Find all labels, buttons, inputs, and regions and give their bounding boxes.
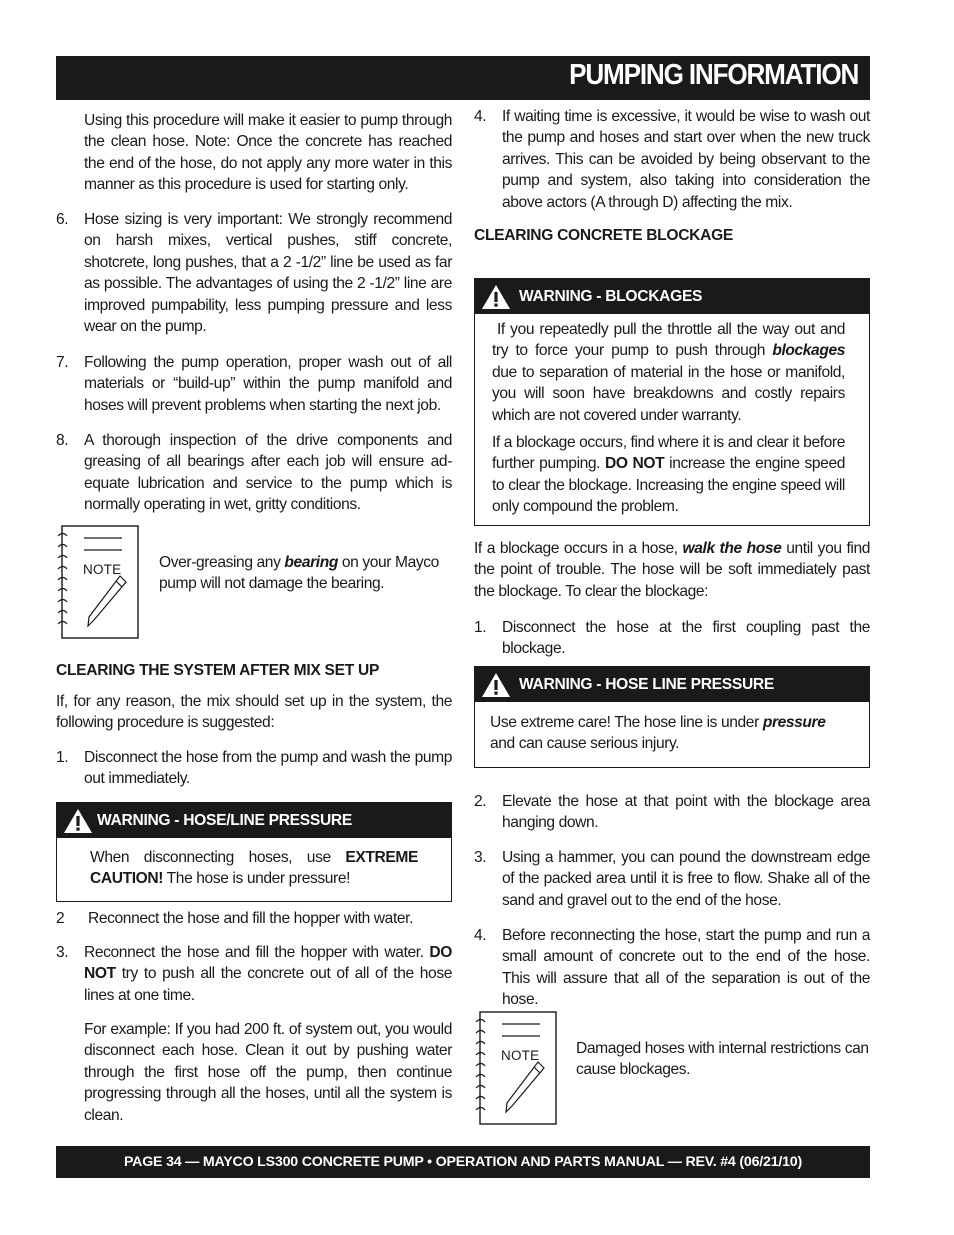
note-label: NOTE <box>83 562 122 577</box>
note-icon <box>56 524 140 640</box>
warning-header: WARNING - BLOCKAGES <box>475 279 869 314</box>
warning-box <box>56 802 452 902</box>
paragraph: For example: If you had 200 ft. of system out, you would disconnect each hose. Clean it out by pushing water through the first hose off the pump, then continue progressing through all the hoses, until all the system is clean. <box>84 1021 452 1124</box>
note-text: Over-greasing any bearing on your Mayco pump will not damage the bearing. <box>159 554 439 593</box>
section-heading: CLEARING CONCRETE BLOCKAGE <box>474 227 734 244</box>
paragraph: If a blockage occurs in a hose, walk the hose until you find the point of trouble. The hose will be soft immediately past the blockage. To clear the blockage: <box>474 540 870 600</box>
footer: PAGE 34 — MAYCO LS300 CONCRETE PUMP • OPERATION AND PARTS MANUAL — REV. #4 (06/21/10) <box>56 1146 870 1178</box>
left-intro-paragraph: Using this procedure will make it easier to pump through the clean hose. Note: Once the concrete has reached the end of the hose, do not apply any more water in this manner as this procedure is used for starting only. <box>84 112 452 194</box>
warning-icon <box>481 284 511 310</box>
warning-box <box>474 666 870 768</box>
note-label: NOTE <box>501 1048 540 1063</box>
warning-icon <box>481 672 511 698</box>
paragraph: If, for any reason, the mix should set up in the system, the following procedure is suggested: <box>56 693 452 732</box>
warning-text: Use extreme care! The hose line is under pressure and can cause serious injury. <box>490 714 826 753</box>
warning-box <box>474 278 870 526</box>
page-title: PUMPING INFORMATION <box>568 59 858 91</box>
warning-header: WARNING - HOSE LINE PRESSURE <box>475 667 869 702</box>
note-text: Damaged hoses with internal restrictions can cause blockages. <box>576 1040 869 1079</box>
warning-icon <box>63 808 93 834</box>
section-heading: CLEARING THE SYSTEM AFTER MIX SET UP <box>56 662 380 679</box>
warning-header: WARNING - HOSE/LINE PRESSURE <box>57 803 451 838</box>
note-icon <box>474 1010 558 1126</box>
title-bar <box>56 56 870 100</box>
warning-text: When disconnecting hoses, use EXTREME CAUTION! The hose is under pressure! <box>90 849 418 888</box>
warning-text: If you repeatedly pull the throttle all the way out and try to force your pump to push through blockages due to separation of material in the hose or manifold, you will soon have breakdowns and costly repairs which are not covered under warranty. If a blockage occurs, find where it is and clear it before further pumping. DO NOT increase the engine speed to clear the blockage. Increasing the engine speed will only compound the problem. <box>492 321 845 516</box>
